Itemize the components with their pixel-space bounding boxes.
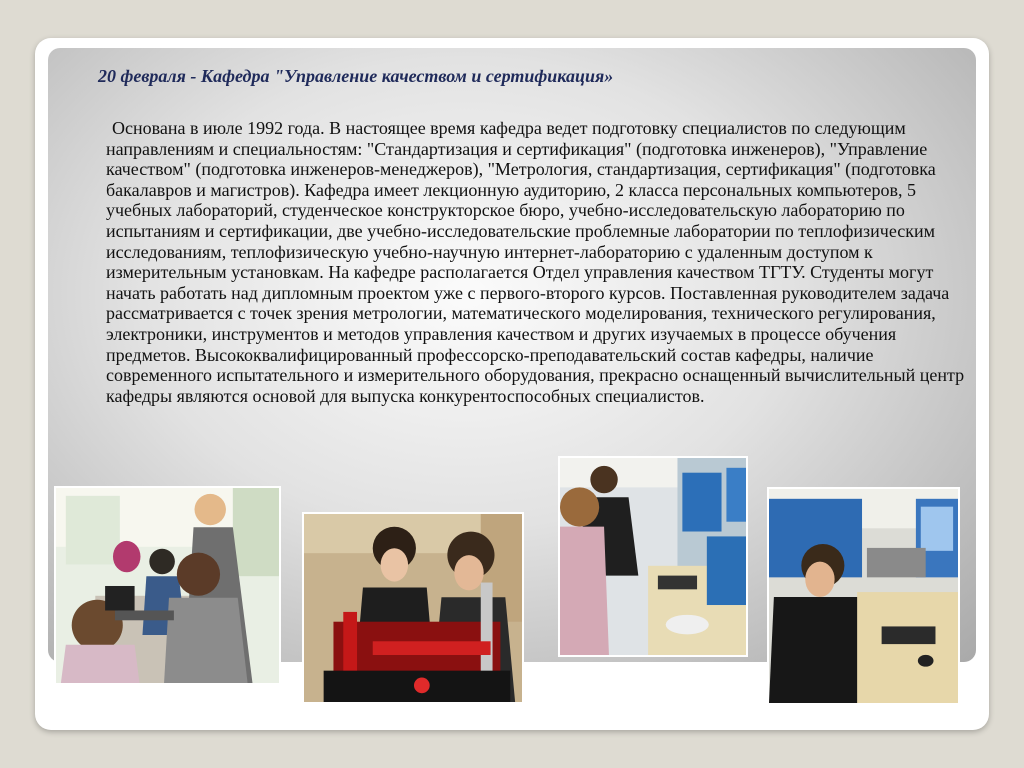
photo-robotics-lab [302,512,524,704]
photo-classroom [54,486,281,685]
slide-title: 20 февраля - Кафедра "Управление качеством и сертификация» [98,66,614,86]
slide-paragraph: Основана в июле 1992 года. В настоящее время кафедра ведет подготовку специалистов по следующим направлениям и специальностям: "Стандартизация и сертификация" (подготовка инженеров), "Управление качеством" (подготовка инженеров-менеджеров), "Метрология, стандартизация, сертификация" (подготовка бакалавров и магистров). Кафедра имеет лекционную аудиторию, 2 класса персональных компьютеров, 5 учебных лабораторий, студенческое конструкторское бюро, учебно-исследовательскую лабораторию по испытаниям и сертификации, две учебно-исследовательские проблемные лаборатории по теплофизическим исследованиям, теплофизическую учебно-научную интернет-лабораторию с удаленным доступом к измерительным установкам. На кафедре располагается Отдел управления качеством ТГТУ. Студенты могут начать работать над дипломным проектом уже с первого-второго курсов. Поставленная руководителем задача рассматривается с точек зрения метрологии, математического моделирования, технического регулирования, электроники, инструментов и методов управления качеством и других изучаемых в процессе обучения предметов. Высококвалифицированный профессорско-преподавательский состав кафедры, наличие современного испытательного и измерительного оборудования, прекрасно оснащенный вычислительный центр кафедры являются основой для выпуска конкурентоспособных специалистов. [106,118,965,406]
photo-computer-lab [558,456,748,657]
photo-student-workstation [767,487,960,705]
